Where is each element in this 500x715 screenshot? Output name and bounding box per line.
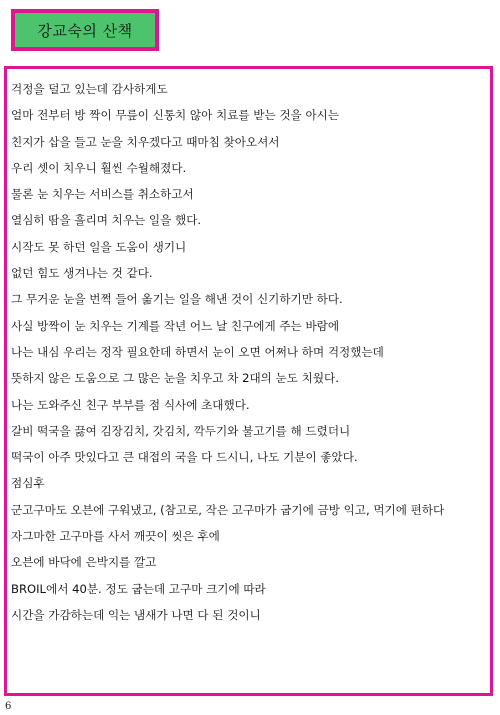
text-line: 시간을 가감하는데 익는 냄새가 나면 다 된 것이니 bbox=[11, 607, 261, 622]
text-line: 물론 눈 치우는 서비스를 취소하고서 bbox=[11, 187, 194, 202]
text-line: 자그마한 고구마를 사서 깨끗이 씻은 후에 bbox=[11, 529, 220, 544]
text-line: 그 무거운 눈을 번쩍 들어 옮기는 일을 해낸 것이 신기하기만 하다. bbox=[11, 292, 343, 307]
text-line: 뜻하지 않은 도움으로 그 많은 눈을 치우고 차 2대의 눈도 치웠다. bbox=[11, 371, 339, 386]
page-title bbox=[11, 9, 159, 51]
text-line: 군고구마도 오븐에 구워냈고, (참고로, 작은 고구마가 굽기에 금방 익고, 먹기에 편하다 bbox=[11, 502, 445, 517]
text-line: 열심히 땀을 흘리며 치우는 일을 했다. bbox=[11, 213, 202, 228]
text-line: 시작도 못 하던 일을 도움이 생기니 bbox=[11, 239, 187, 254]
text-lines bbox=[11, 76, 488, 628]
text-line: 갈비 떡국을 끓여 김장김치, 갓김치, 깍두기와 불고기를 해 드렸더니 bbox=[11, 423, 351, 438]
page-title-text: 강교숙의 산책 bbox=[37, 21, 133, 40]
text-line: 나는 내심 우리는 정작 필요한데 하면서 눈이 오면 어쩌나 하며 걱정했는데 bbox=[11, 344, 384, 359]
text-line: 점심후 bbox=[11, 476, 45, 491]
text-line: 사실 방짝이 눈 치우는 기계를 작년 어느 날 친구에게 주는 바람에 bbox=[11, 318, 340, 333]
text-line: 걱정을 덜고 있는데 감사하게도 bbox=[11, 82, 168, 96]
text-line: 오븐에 바닥에 은박지를 깔고 bbox=[11, 555, 157, 570]
page-number: 6 bbox=[5, 701, 12, 712]
text-line: 없던 힘도 생겨나는 것 같다. bbox=[11, 266, 153, 281]
text-line: 친지가 삽을 들고 눈을 치우겠다고 때마침 찾아오셔서 bbox=[11, 134, 280, 149]
text-line: 우리 셋이 치우니 훨씬 수월해졌다. bbox=[11, 160, 187, 175]
text-line: 떡국이 아주 맛있다고 큰 대접의 국을 다 드시니, 나도 기분이 좋았다. bbox=[11, 450, 358, 465]
text-frame bbox=[4, 66, 493, 696]
text-line: BROIL에서 40분. 정도 굽는데 고구마 크기에 따라 bbox=[11, 581, 266, 596]
text-line: 얼마 전부터 방 짝이 무릎이 신통치 않아 치료를 받는 것을 아시는 bbox=[11, 108, 340, 123]
text-line: 나는 도와주신 친구 부부를 점 식사에 초대했다. bbox=[11, 397, 250, 412]
